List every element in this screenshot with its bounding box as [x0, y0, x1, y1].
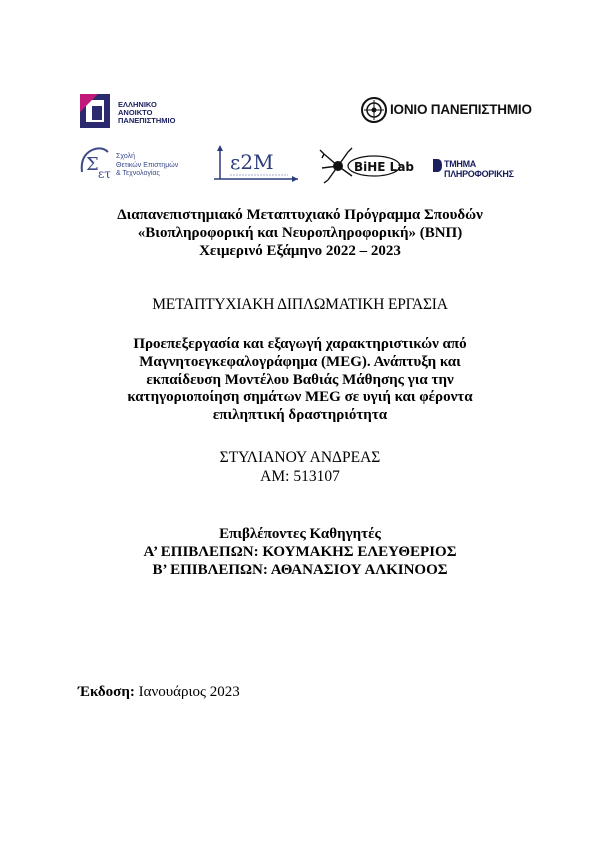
program-name: Διαπανεπιστημιακό Μεταπτυχιακό Πρόγραμμα Σπουδών	[117, 207, 483, 223]
second-supervisor: Β’ ΕΠΙΒΛΕΠΩΝ: ΑΘΑΝΑΣΙΟΥ ΑΛΚΙΝΟΟΣ	[152, 562, 448, 578]
edition	[78, 684, 240, 701]
svg-text:Σ: Σ	[86, 154, 99, 175]
thesis-title	[100, 336, 500, 425]
ionio-logo	[360, 96, 540, 126]
program-block	[0, 206, 600, 260]
thesis-title-line: Προεπεξεργασία και εξαγωγή χαρακτηριστικών από	[133, 336, 467, 352]
author-name: ΣΤΥΛΙΑΝΟΥ ΑΝΔΡΕΑΣ	[219, 449, 381, 466]
e2m-emblem-icon	[212, 143, 304, 185]
program-subtitle: «Βιοπληροφορική και Νευροπληροφορική» (ΒΝΠ)	[137, 225, 463, 241]
informatics-dept-logo	[432, 156, 542, 179]
dept-logo-text: ΤΜΗΜΑ ΠΛΗΡΟΦΟΡΙΚΗΣ	[444, 159, 514, 179]
author-block	[0, 448, 600, 486]
ionio-logo-text: ΙΟΝΙΟ ΠΑΝΕΠΙΣΤΗΜΙΟ	[390, 102, 532, 117]
eap-logo	[78, 92, 198, 130]
supervisors-heading: Επιβλέποντες Καθηγητές	[219, 526, 381, 542]
e2m-logo-text: ε2Μ	[230, 150, 274, 174]
school-logo-line: Θετικών Επιστημών	[116, 161, 179, 169]
svg-text:ετ: ετ	[98, 167, 111, 181]
sigma-epsilon-icon	[78, 142, 114, 184]
school-logo-line: & Τεχνολογίας	[116, 170, 160, 177]
ionio-emblem-icon	[360, 96, 388, 124]
edition-date: Ιανουάριος 2023	[138, 684, 240, 700]
thesis-title-line: επιληπτική δραστηριότητα	[212, 407, 388, 424]
eap-emblem-icon	[78, 92, 114, 130]
thesis-title-line: κατηγοριοποίηση σημάτων MEG σε υγιή και φέροντα	[127, 389, 473, 406]
student-id: ΑΜ: 513107	[260, 468, 340, 485]
supervisors-block	[0, 525, 600, 579]
thesis-title-line: εκπαίδευση Μοντέλου Βαθιάς Μάθησης για την	[146, 371, 454, 388]
dept-emblem-icon	[432, 158, 443, 173]
e2m-logo	[212, 143, 304, 185]
thesis-title-line: Μαγνητοεγκεφαλογράφημα (MEG). Ανάπτυξη και	[139, 353, 461, 370]
thesis-type: ΜΕΤΑΠΤΥΧΙΑΚΗ ΔΙΠΛΩΜΑΤΙΚΗ ΕΡΓΑΣΙΑ	[152, 296, 448, 313]
bihe-logo-text: BiHE Lab	[354, 160, 415, 174]
eap-logo-line: ΕΛΛΗΝΙΚΟ	[118, 100, 157, 109]
neuron-icon	[318, 146, 415, 184]
first-supervisor: Α’ ΕΠΙΒΛΕΠΩΝ: ΚΟΥΜΑΚΗΣ ΕΛΕΥΘΕΡΙΟΣ	[143, 544, 457, 560]
school-logo-line: Σχολή	[116, 153, 135, 160]
bihe-lab-logo	[318, 146, 415, 184]
edition-label: Έκδοση:	[78, 684, 135, 700]
semester: Χειμερινό Εξάμηνο 2022 – 2023	[199, 243, 401, 259]
school-of-science-logo	[78, 142, 198, 184]
eap-logo-line: ΠΑΝΕΠΙΣΤΗΜΙΟ	[118, 116, 176, 125]
eap-logo-line: ΑΝΟΙΚΤΟ	[118, 108, 153, 117]
